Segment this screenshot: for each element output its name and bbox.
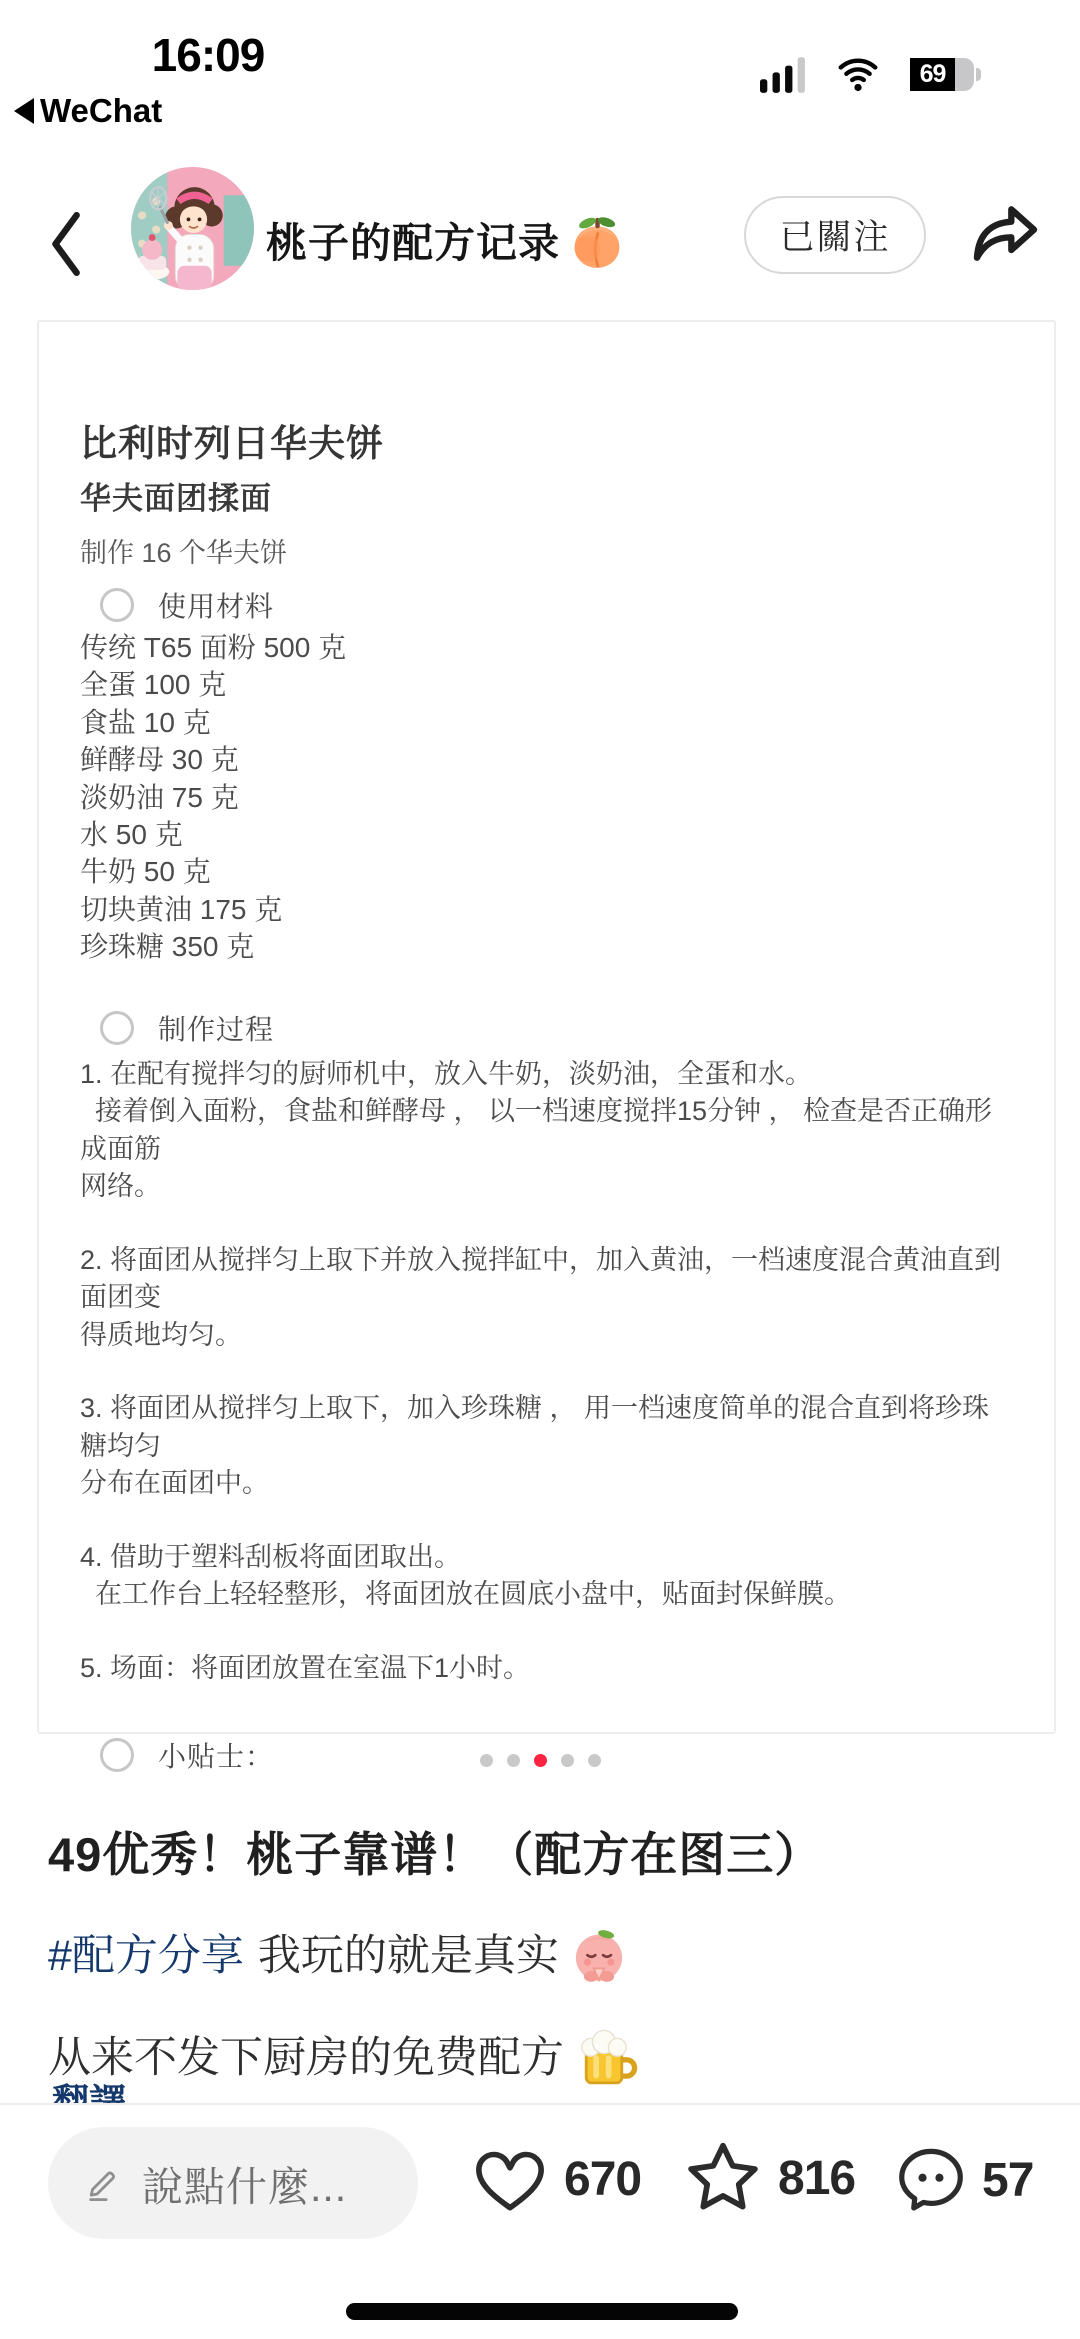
comment-bubble-icon (892, 2141, 970, 2219)
tips-header: 小贴士： (158, 1741, 275, 1773)
star-icon (680, 2135, 766, 2221)
follow-button[interactable] (744, 196, 926, 274)
ingredients-header: 使用材料 (158, 591, 275, 622)
step-line: 2. 将面团从搅拌匀上取下并放入搅拌缸中，加入黄油，一档速度混合黄油直到面团变 (80, 1244, 1002, 1313)
radio-circle-icon (100, 1011, 134, 1045)
follow-button-label: 已關注 (779, 218, 891, 257)
step-line: 得质地均匀。 (80, 1319, 242, 1350)
ingredient-item: 食盐 10 克 (80, 706, 211, 738)
steps-header: 制作过程 (158, 1013, 275, 1045)
recipe-title: 比利时列日华夫饼 (80, 423, 384, 464)
ingredient-item: 传统 T65 面粉 500 克 (80, 632, 347, 663)
page-dot-active (534, 1754, 547, 1767)
recipe-subtitle: 华夫面团揉面 (80, 481, 272, 516)
ingredient-item: 淡奶油 75 克 (80, 781, 239, 813)
avatar[interactable] (131, 167, 254, 290)
page-dot (588, 1754, 601, 1767)
signal-icon (760, 55, 806, 93)
comment-count: 57 (982, 2153, 1034, 2207)
collect-button[interactable] (680, 2135, 855, 2221)
like-count: 670 (564, 2152, 642, 2206)
battery-percent: 69 (919, 59, 946, 88)
post-text: 我玩的就是真实 (257, 1931, 559, 1980)
post-title: 49优秀！桃子靠谱！（配方在图三） (48, 1828, 823, 1881)
ingredient-item: 切块黄油 175 克 (80, 893, 283, 925)
post-text-line (48, 1920, 631, 1984)
recipe-step (80, 1539, 1016, 1614)
page-dot (480, 1754, 493, 1767)
comment-placeholder: 說點什麼... (142, 2163, 348, 2210)
radio-circle-icon (100, 588, 134, 622)
recipe-step (80, 1242, 1016, 1355)
pray-peach-emoji (567, 1924, 631, 1988)
back-to-app-link[interactable] (14, 92, 162, 130)
profile-name[interactable] (266, 208, 628, 270)
step-line: 3. 将面团从搅拌匀上取下，加入珍珠糖 ， 用一档速度简单的混合直到将珍珠糖均匀 (80, 1393, 990, 1461)
page-dot (561, 1754, 574, 1767)
status-time: 16:09 (151, 29, 265, 81)
bottom-action-bar (0, 2103, 1080, 2339)
collect-count: 816 (778, 2151, 856, 2205)
step-line: 1. 在配有搅拌匀的厨师机中，放入牛奶，淡奶油，全蛋和水。 (80, 1058, 813, 1089)
hashtag-link[interactable]: #配方分享 (48, 1931, 244, 1980)
comment-button[interactable] (892, 2141, 1033, 2219)
step-line: 4. 借助于塑料刮板将面团取出。 (80, 1541, 462, 1572)
page-dot (507, 1754, 520, 1767)
steps-header-row (80, 1008, 1016, 1048)
peach-emoji (566, 211, 628, 273)
beer-emoji (572, 2026, 636, 2090)
post-text-line (48, 2022, 636, 2086)
ingredient-item: 珍珠糖 350 克 (80, 931, 255, 963)
ingredients-list (80, 629, 1016, 966)
recipe-step (80, 1650, 1016, 1688)
battery-icon (910, 58, 981, 91)
step-line: 分布在面团中。 (80, 1468, 269, 1499)
carousel-pagination (0, 1754, 1080, 1767)
post-text: 从来不发下厨房的免费配方 (48, 2033, 564, 2082)
back-button[interactable] (44, 206, 90, 282)
recipe-step (80, 1056, 1016, 1206)
like-button[interactable] (468, 2137, 641, 2221)
pencil-icon (82, 2162, 124, 2204)
heart-icon (468, 2137, 552, 2221)
back-triangle-icon (14, 98, 34, 124)
share-icon (966, 194, 1046, 274)
ingredient-item: 全蛋 100 克 (80, 669, 227, 701)
step-line: 在工作台上轻轻整形，将面团放在圆底小盘中，贴面封保鲜膜。 (80, 1579, 852, 1610)
home-indicator[interactable] (346, 2303, 738, 2320)
step-line: 网络。 (80, 1171, 161, 1202)
wifi-icon (832, 54, 884, 94)
recipe-card-image[interactable] (37, 320, 1056, 1773)
step-line: 接着倒入面粉，食盐和鲜酵母 ， 以一档速度搅拌15分钟 ， 检查是否正确形成面筋 (80, 1096, 993, 1164)
step-line: 5. 场面：将面团放置在室温下1小时。 (80, 1652, 531, 1683)
back-app-label: WeChat (40, 92, 163, 129)
ingredient-item: 牛奶 50 克 (80, 856, 211, 888)
steps-list (80, 1056, 1016, 1688)
profile-name-text: 桃子的配方记录 (266, 219, 560, 266)
comment-input[interactable] (48, 2127, 418, 2239)
recipe-yield: 制作 16 个华夫饼 (80, 538, 288, 568)
ingredient-item: 水 50 克 (80, 819, 183, 851)
ingredients-header-row (80, 585, 1016, 625)
status-icons (760, 54, 1080, 94)
ingredient-item: 鲜酵母 30 克 (80, 744, 239, 776)
recipe-step (80, 1390, 1016, 1503)
share-button[interactable] (966, 194, 1046, 274)
